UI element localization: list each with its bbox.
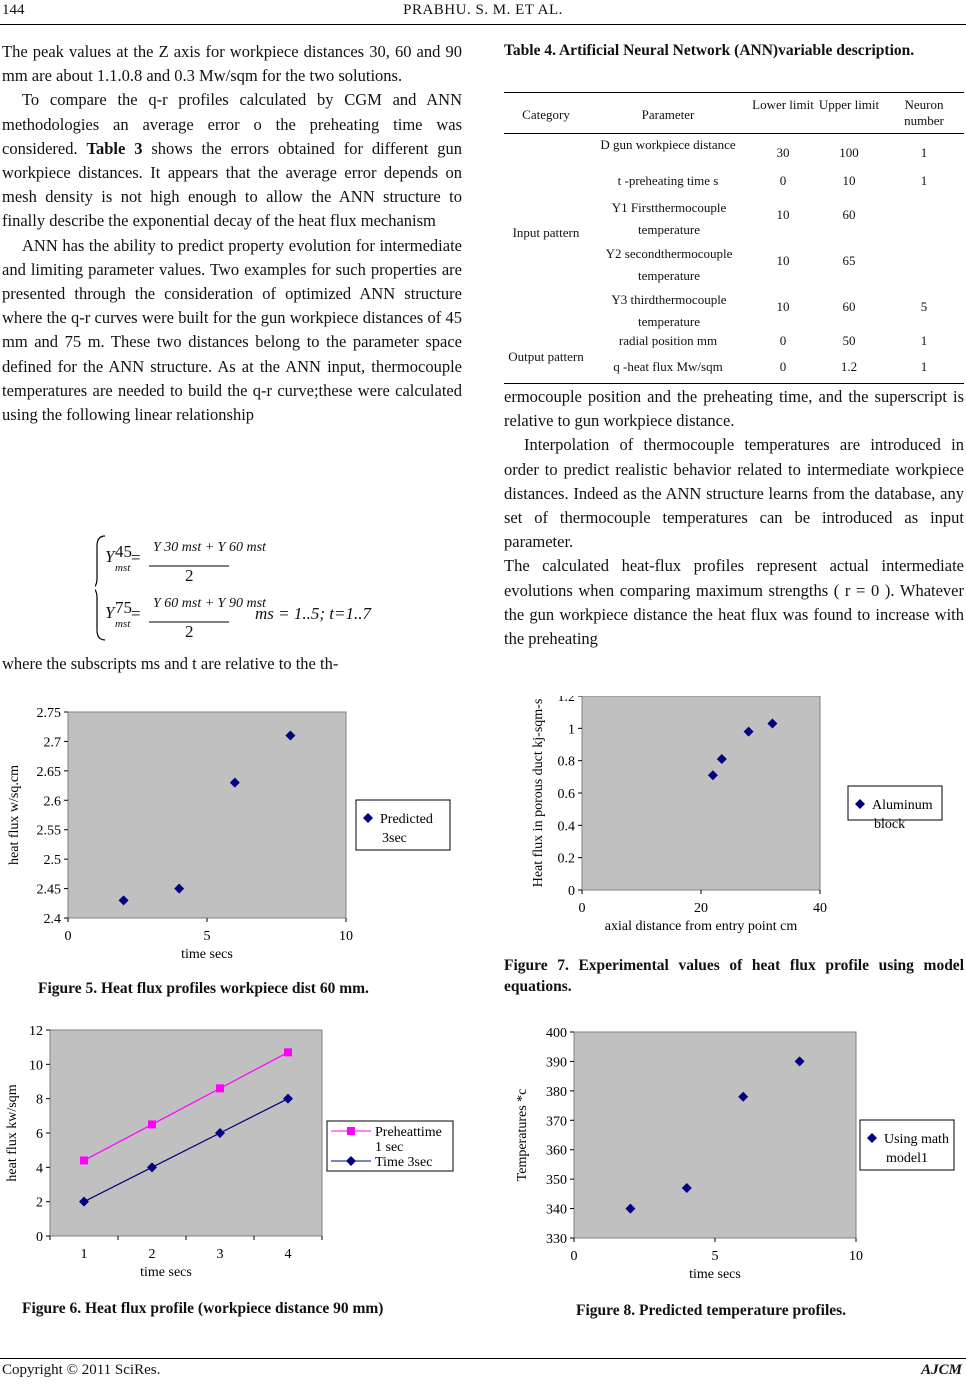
table-value-cell: 10 — [776, 299, 790, 314]
equation-block — [95, 532, 395, 644]
x-tick-label: 0 — [64, 929, 72, 944]
x-tick-label: 2 — [148, 1247, 156, 1262]
legend-label: Preheattime — [375, 1125, 442, 1140]
paragraph: where the subscripts ms and t are relative to the th- — [2, 654, 339, 673]
legend-label: Time 3sec — [375, 1155, 433, 1170]
plot-area — [574, 1032, 856, 1238]
journal-name: AJCM — [921, 1362, 962, 1378]
data-point — [216, 1084, 224, 1092]
y-tick-label: 390 — [546, 1055, 567, 1071]
table-parameter-cell: Y1 Firstthermocouple temperature — [611, 200, 727, 237]
running-title: PRABHU. S. M. ET AL. — [403, 2, 563, 18]
x-tick-label: 0 — [578, 901, 586, 916]
x-tick-label: 10 — [849, 1249, 863, 1264]
table-category-cell: Output pattern — [508, 349, 584, 364]
table-header-cell: Neuron number — [904, 97, 944, 128]
header-rule — [0, 24, 966, 25]
figure-5-chart — [0, 700, 460, 970]
data-point — [284, 1048, 292, 1056]
x-tick-label: 1 — [80, 1247, 88, 1262]
table-value-cell: 1 — [920, 333, 928, 348]
paragraph: ANN has the ability to predict property evolution for intermediate and limiting parameter values. Two examples for such properties are presented through the consideration of optimized ANN structure where the q-r curves were built for the gun workpiece distances of 45 mm and 75 m. These two distances belong to the parameter space defined for the ANN structure. As at the ANN input, thermocouple temperatures are needed to build the q-r curve;these were calculated using the following linear relationship — [2, 235, 462, 425]
y-tick-label: 8 — [36, 1092, 43, 1108]
figure-8-caption: Figure 8. Predicted temperature profiles. — [576, 1302, 847, 1319]
table-value-cell: 10 — [776, 207, 790, 222]
table-value-cell: 1.2 — [840, 359, 858, 374]
y-tick-label: 12 — [29, 1024, 43, 1039]
x-axis-label: time secs — [689, 1267, 741, 1282]
table-value-cell: 100 — [839, 145, 859, 160]
y-tick-label: 350 — [546, 1173, 567, 1189]
text-run: shows the errors obtained for different gun workpiece distances. It appears that the average error depends on mesh density is not high enough to allow the ANN structure to finally describe the exponential decay of the heat flux mechanism — [2, 138, 462, 231]
figure-6-chart — [0, 1018, 466, 1288]
x-tick-label: 0 — [570, 1249, 578, 1264]
y-tick-label: 2.45 — [36, 882, 61, 898]
eq1-denominator: 2 — [185, 566, 194, 585]
table-value-cell: 65 — [842, 253, 856, 268]
legend-marker — [347, 1127, 355, 1135]
table-value-cell: 0 — [779, 173, 787, 188]
eq2-denominator: 2 — [185, 622, 194, 641]
eq1-lhs-sub: mst — [115, 562, 131, 574]
legend-label: model1 — [886, 1151, 928, 1166]
x-tick-label: 5 — [203, 929, 211, 944]
y-axis-label: heat flux w/sq.cm — [7, 765, 22, 865]
table-value-cell: 5 — [920, 299, 928, 314]
x-axis-label: axial distance from entry point cm — [604, 919, 798, 934]
table-header-cell: Upper limit — [818, 97, 880, 112]
x-tick-label: 40 — [813, 901, 827, 916]
y-tick-label: 2.65 — [36, 764, 61, 780]
ann-variable-table — [504, 92, 964, 384]
table-parameter-cell: D gun workpiece distance — [600, 137, 736, 152]
page-header — [0, 0, 966, 24]
table-header-cell: Lower limit — [752, 97, 814, 112]
table-rule — [504, 133, 964, 134]
table-parameter-cell: Y2 secondthermocouple temperature — [605, 246, 733, 283]
x-tick-label: 5 — [711, 1249, 719, 1264]
eq-equals: = — [131, 604, 141, 623]
y-tick-label: 10 — [29, 1058, 43, 1074]
plot-area — [582, 696, 820, 890]
y-tick-label: 0.2 — [557, 851, 575, 867]
data-point — [80, 1156, 88, 1164]
y-axis-label: Temperatures *c — [515, 1088, 530, 1182]
figure-7 — [504, 696, 964, 951]
figure-8 — [504, 1020, 964, 1295]
table-value-cell: 1 — [920, 173, 928, 188]
legend-label: block — [874, 817, 906, 832]
table-parameter-cell: q -heat flux Mw/sqm — [613, 359, 723, 374]
left-column — [2, 40, 462, 427]
y-tick-label: 340 — [546, 1202, 567, 1218]
data-point — [148, 1120, 156, 1128]
table-value-cell: 1 — [920, 359, 928, 374]
y-tick-label: 0 — [36, 1230, 43, 1245]
legend-label: Aluminum — [872, 798, 933, 813]
x-tick-label: 10 — [339, 929, 353, 944]
y-tick-label: 400 — [546, 1026, 567, 1041]
table-parameter-cell: radial position mm — [618, 333, 718, 348]
eq1-numerator: Y 30 mst + Y 60 mst — [153, 540, 266, 555]
y-tick-label: 360 — [546, 1143, 567, 1159]
y-tick-label: 0.6 — [557, 787, 575, 802]
eq1-lhs: Y — [105, 547, 115, 566]
legend-label: Predicted — [380, 812, 433, 827]
figure-7-caption: Figure 7. Experimental values of heat flux profile using model equations. — [504, 957, 964, 995]
figure-6-caption: Figure 6. Heat flux profile (workpiece distance 90 mm) — [22, 1300, 384, 1317]
y-tick-label: 2.4 — [43, 912, 61, 927]
y-axis-label: heat flux kw/sqm — [5, 1084, 20, 1182]
table-header-cell: Category — [522, 107, 570, 122]
x-axis-label: time secs — [181, 947, 233, 962]
paragraph: Interpolation of thermocouple temperatures are introduced in order to predict realistic behavior related to intermediate workpiece distances. Indeed as the ANN structure learns from the database, any set of thermocouple temperatures can be introduced as input parameter. — [504, 435, 964, 552]
copyright: Copyright © 2011 SciRes. — [2, 1362, 161, 1378]
y-tick-label: 1 — [568, 722, 575, 738]
y-tick-label: 380 — [546, 1084, 567, 1100]
eq2-numerator: Y 60 mst + Y 90 mst — [153, 596, 266, 611]
x-tick-label: 20 — [694, 901, 708, 916]
eq2-lhs-sup: 75 — [115, 598, 132, 617]
table-value-cell: 60 — [842, 299, 856, 314]
right-column — [504, 385, 964, 651]
figure-7-chart — [504, 696, 964, 946]
y-tick-label: 1.2 — [557, 696, 575, 705]
table-value-cell: 1 — [920, 145, 928, 160]
y-tick-label: 0.4 — [557, 819, 575, 835]
y-tick-label: 2.5 — [43, 853, 61, 869]
paragraph: The peak values at the Z axis for workpiece distances 30, 60 and 90 mm are about 1.1.0.8 and 0.3 Mw/sqm for the two solutions. — [2, 42, 462, 86]
y-tick-label: 2.55 — [36, 823, 61, 839]
table-value-cell: 30 — [776, 145, 790, 160]
y-tick-label: 0.8 — [557, 754, 575, 770]
y-axis-label: Heat flux in porous duct kj-sqm-s — [531, 698, 546, 888]
figure-6 — [0, 1018, 466, 1293]
y-tick-label: 2.7 — [43, 735, 61, 751]
y-tick-label: 4 — [36, 1161, 43, 1177]
y-tick-label: 2.6 — [43, 794, 61, 810]
table-parameter-cell: t -preheating time s — [617, 173, 719, 188]
y-tick-label: 2 — [36, 1195, 43, 1211]
table-value-cell: 0 — [779, 359, 787, 374]
legend-label: 3sec — [382, 831, 407, 846]
paragraph: The calculated heat-flux profiles represent actual intermediate evolutions when comparing maximum strengths ( r = 0 ). Whatever the gun workpiece distance the heat flux was found to increase with the preheating — [504, 556, 964, 649]
paragraph — [2, 88, 462, 233]
figure-8-chart — [504, 1020, 964, 1290]
figure-5 — [0, 700, 460, 975]
x-tick-label: 3 — [216, 1247, 224, 1262]
table-value-cell: 10 — [842, 173, 856, 188]
text-run: To compare the q-r profiles calculated by CGM and ANN methodologies an average error o the preheating time was considered. — [2, 90, 462, 158]
y-tick-label: 0 — [568, 884, 575, 899]
table-parameter-cell: Y3 thirdthermocouple temperature — [611, 292, 727, 329]
table-reference: Table 3 — [86, 138, 143, 158]
plot-area — [68, 712, 346, 918]
table-value-cell: 60 — [842, 207, 856, 222]
table-value-cell: 0 — [779, 333, 787, 348]
eq2-lhs-sub: mst — [115, 618, 131, 630]
table-value-cell: 50 — [842, 333, 856, 348]
table-caption: Table 4. Artificial Neural Network (ANN)variable description. — [504, 42, 915, 59]
eq1-lhs-sup: 45 — [115, 542, 132, 561]
eq-range: ms = 1..5; t=1..7 — [255, 604, 371, 623]
table-header-cell: Parameter — [641, 107, 695, 122]
legend-label: Using math — [884, 1132, 949, 1147]
legend-label: 1 sec — [375, 1140, 404, 1155]
table-value-cell: 10 — [776, 253, 790, 268]
eq-equals: = — [131, 548, 141, 567]
y-tick-label: 6 — [36, 1127, 43, 1142]
x-tick-label: 4 — [284, 1247, 292, 1262]
y-tick-label: 2.75 — [36, 706, 61, 721]
figure-5-caption: Figure 5. Heat flux profiles workpiece dist 60 mm. — [38, 980, 369, 997]
page-number: 144 — [2, 2, 25, 18]
x-axis-label: time secs — [140, 1265, 192, 1280]
plot-area — [50, 1030, 322, 1236]
y-tick-label: 370 — [546, 1114, 567, 1130]
paragraph: ermocouple position and the preheating time, and the superscript is relative to gun workpiece distance. — [504, 387, 964, 431]
y-tick-label: 330 — [546, 1232, 567, 1247]
table-category-cell: Input pattern — [512, 225, 580, 240]
eq2-lhs: Y — [105, 603, 115, 622]
footer-rule — [0, 1358, 966, 1359]
